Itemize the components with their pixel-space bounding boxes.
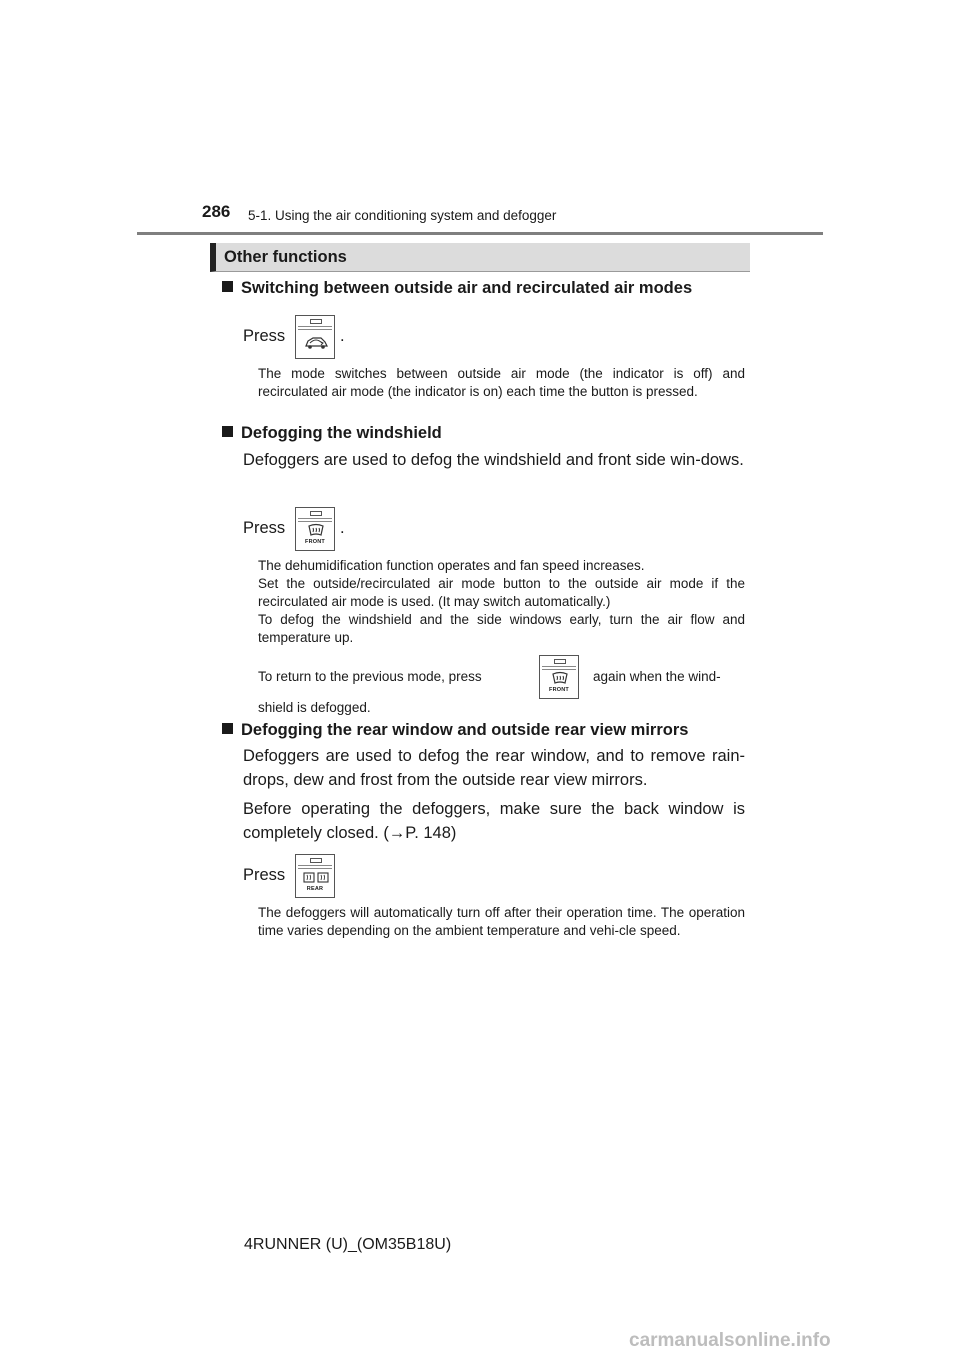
windshield-body: Defoggers are used to defog the windshield and front side win-dows.: [243, 451, 744, 469]
watermark: carmanualsonline.info: [629, 1330, 831, 1351]
front-button-label: FRONT: [549, 687, 569, 693]
running-head: 5-1. Using the air conditioning system and defogger: [248, 208, 557, 223]
switching-note: The mode switches between outside air mode (the indicator is off) and recirculated air mode (the indicator is on) each time the button is pressed.: [258, 366, 745, 399]
front-defogger-button-return[interactable]: [539, 655, 579, 699]
header-rule: [137, 232, 823, 235]
windshield-note-3: To defog the windshield and the side windows early, turn the air flow and temperature up.: [258, 612, 745, 645]
square-bullet-icon: [222, 723, 233, 734]
rear-defogger-button[interactable]: [295, 854, 335, 898]
windshield-return-before: To return to the previous mode, press: [258, 669, 482, 684]
front-defogger-button[interactable]: [295, 507, 335, 551]
rear-press-line: Press: [243, 866, 286, 884]
windshield-press-line: Press: [243, 519, 286, 537]
windshield-note-2: Set the outside/recirculated air mode button to the outside air mode if the recirculated air mode is used. (It may switch automatically.): [258, 576, 745, 609]
rear-heading: Defogging the rear window and outside rear view mirrors: [222, 721, 688, 740]
rear-note: The defoggers will automatically turn off after their operation time. The operation time varies depending on the ambient temperature and vehi-cle speed.: [258, 905, 745, 938]
rear-button-label: REAR: [306, 886, 324, 892]
rear-body-2: Before operating the defoggers, make sure the back window is completely closed. (→P. 148): [243, 800, 745, 842]
front-button-label: FRONT: [305, 539, 325, 545]
front-defog-icon: [296, 508, 336, 552]
section-heading: [210, 243, 750, 272]
front-defog-icon: [540, 656, 580, 700]
rear-defog-icon: [296, 855, 336, 899]
section-title: Other functions: [224, 248, 347, 266]
page-number: 286: [202, 202, 231, 221]
windshield-return-after: again when the wind-: [593, 669, 721, 684]
windshield-heading: Defogging the windshield: [222, 424, 442, 443]
switching-press-suffix: .: [340, 327, 345, 345]
square-bullet-icon: [222, 426, 233, 437]
switching-heading: Switching between outside air and recirculated air modes: [222, 279, 692, 298]
windshield-return-end: shield is defogged.: [258, 700, 371, 715]
windshield-press-suffix: .: [340, 519, 345, 537]
switching-press-line: Press: [243, 327, 286, 345]
recirculation-car-icon: [296, 316, 336, 360]
rear-body-1: Defoggers are used to defog the rear window, and to remove rain-drops, dew and frost from the outside rear view mirrors.: [243, 747, 745, 789]
footer-model-code: 4RUNNER (U)_(OM35B18U): [244, 1236, 452, 1253]
recirculation-button[interactable]: [295, 315, 335, 359]
windshield-note-1: The dehumidification function operates and fan speed increases.: [258, 558, 645, 573]
square-bullet-icon: [222, 281, 233, 292]
